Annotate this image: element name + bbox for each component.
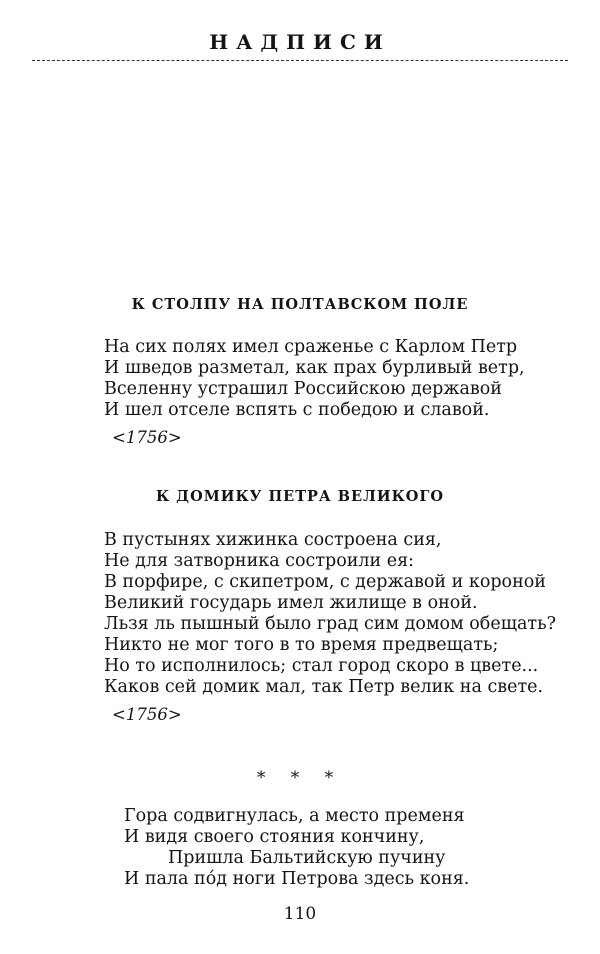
verse-line: Каков сей домик мал, так Петр велик на свете.	[104, 677, 544, 697]
section-asterisks: * * *	[256, 768, 344, 788]
poem-title-domik: К ДОМИКУ ПЕТРА ВЕЛИКОГО	[155, 488, 445, 505]
page-number: 110	[283, 904, 317, 924]
poem-body-poltava	[104, 337, 525, 421]
verse-line: Гора содвигнулась, а место пременя	[124, 806, 465, 826]
poem-date-domik: <1756>	[112, 705, 182, 724]
verse-line: В пустынях хижинка состроена сия,	[104, 530, 442, 550]
poem-body-domik	[104, 530, 556, 698]
verse-line: В порфире, с скипетром, с державой и короной	[104, 572, 546, 592]
verse-line: Пришла Бальтийскую пучину	[168, 848, 446, 868]
verse-line: Никто не мог того в то время предвещать;	[104, 635, 499, 655]
verse-line: На сих полях имел сраженье с Карлом Петр	[104, 337, 518, 357]
header-divider	[32, 60, 568, 61]
verse-line: И шведов разметал, как прах бурливый ветр,	[104, 358, 525, 378]
verse-line: Вселенну устрашил Российскою державой	[104, 379, 502, 399]
poem-title-poltava: К СТОЛПУ НА ПОЛТАВСКОМ ПОЛЕ	[131, 296, 469, 313]
verse-line: Но то исполнилось; стал город скоро в цвете...	[104, 656, 539, 676]
verse-line: И шел отселе вспять с победою и славой.	[104, 400, 490, 420]
verse-line: И видя своего стояния кончину,	[124, 827, 425, 847]
poem-date-poltava: <1756>	[112, 428, 182, 447]
poem-body-gora	[124, 806, 469, 890]
running-head: НАДПИСИ	[209, 30, 391, 54]
verse-line: Не для затворника состроили ея:	[104, 551, 415, 571]
verse-line: Льзя ль пышный было град сим домом обещать?	[104, 614, 556, 634]
verse-line: И пала по́д ноги Петрова здесь коня.	[124, 869, 470, 889]
verse-line: Великий государь имел жилище в оной.	[104, 593, 478, 613]
